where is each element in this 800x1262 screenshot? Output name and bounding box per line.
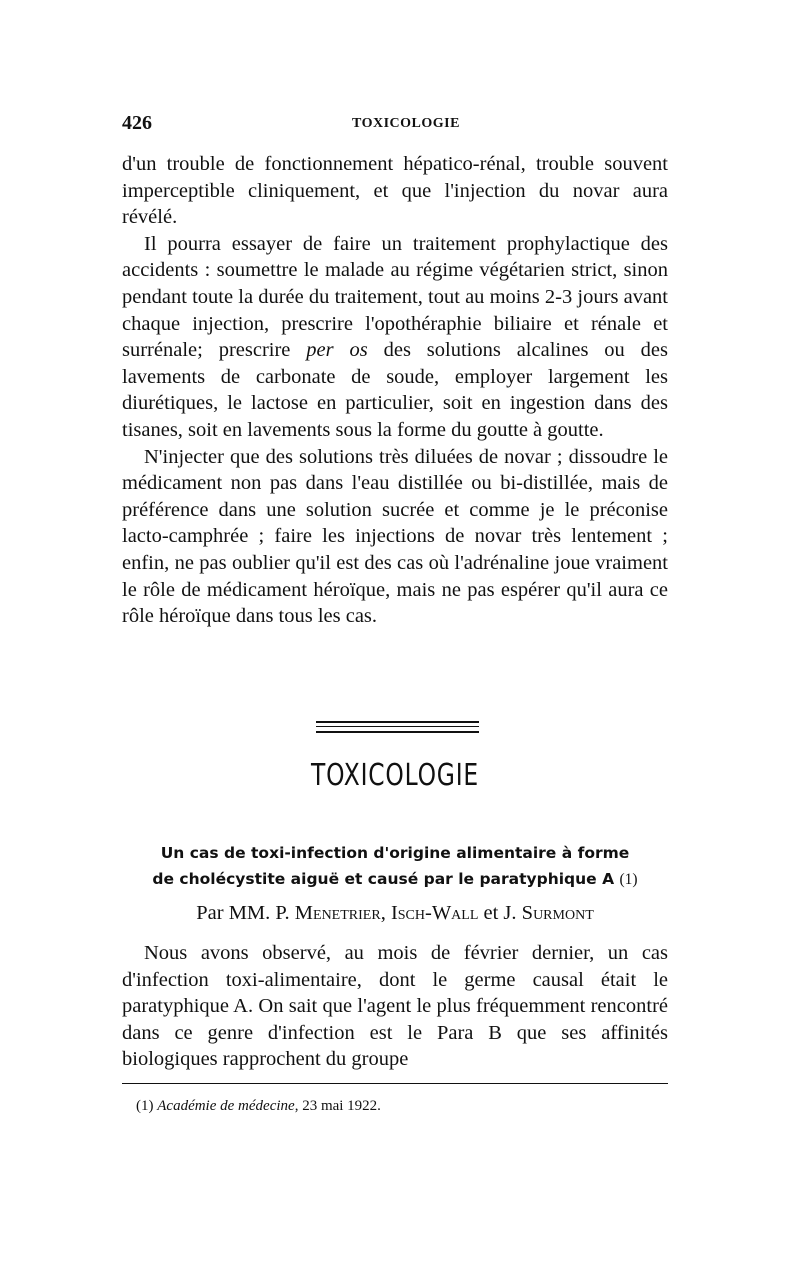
- article-title-line-2-text: de cholécystite aiguë et causé par le paratyphique A: [152, 870, 615, 888]
- article-title: [122, 840, 668, 893]
- running-head: [122, 112, 668, 142]
- article-title-line-2: [122, 866, 668, 893]
- author-menetrier: Menetrier: [294, 902, 381, 924]
- paragraph-prophylaxis: [122, 231, 668, 444]
- section-divider-middle: [316, 726, 479, 727]
- paragraph-observation: Nous avons observé, au mois de février dernier, un cas d'infection toxi-alimentaire, dont le germe causal était le paratyphique A. On sait que l'agent le plus fréquemment rencontré dans ce genre d'infection est le Para B que ses affinités biologiques rapprochent du groupe: [122, 942, 668, 1071]
- author-isch-wall: Isch-Wall: [390, 902, 479, 924]
- running-title: TOXICOLOGIE: [352, 116, 460, 131]
- article-title-line-1: Un cas de toxi-infection d'origine alimentaire à forme: [160, 844, 630, 862]
- footnote: [136, 1095, 668, 1117]
- footnote-reference: (1): [619, 871, 638, 888]
- section-divider-bottom: [316, 731, 479, 733]
- footnote-marker: (1): [136, 1098, 158, 1114]
- paragraph-prophylaxis-part-a: Il pourra essayer de faire un traitement prophylactique des accidents : soumettre le malade au régime végétarien strict, sinon pendant toute la durée du traitement, tout au moins 2-3 jours avant chaque injection, prescrire l'opothéraphie biliaire et rénale et surrénale; prescrire: [122, 232, 668, 362]
- paragraph-injection: N'injecter que des solutions très diluées de novar ; dissoudre le médicament non pas dans l'eau distillée ou bi-distillée, mais de préférence dans une solution sucrée et comme je le préconise lacto-camphrée ; faire les injections de novar très lentement ; enfin, ne pas oublier qu'il est des cas où l'adrénaline joue vraiment le rôle de médicament héroïque, mais ne pas espérer qu'il aura ce rôle héroïque dans tous les cas.: [122, 445, 668, 628]
- section-2-text: [122, 940, 668, 1073]
- footnote-source: Académie de médecine: [157, 1098, 295, 1114]
- per-os-italic: per os: [306, 339, 368, 362]
- footnote-rule: [122, 1083, 668, 1084]
- section-heading: TOXICOLOGIE: [311, 758, 479, 793]
- paragraph-continuation: d'un trouble de fonctionnement hépatico-rénal, trouble souvent imperceptible cliniquement, et que l'injection du novar aura révélé.: [122, 153, 668, 229]
- section-divider-top: [316, 721, 479, 723]
- authors-joiner: et J.: [478, 902, 522, 924]
- section-1-text: [122, 151, 668, 630]
- paragraph-prophylaxis-part-b: des solutions alcalines ou des lavements de carbonate de soude, employer largement les diurétiques, le lactose en particulier, soit en ingestion dans des tisanes, soit en lavements sous la forme du goutte à goutte.: [122, 339, 668, 441]
- authors-line: Par MM. P. Menetrier, Isch-Wall et J. Surmont: [196, 902, 594, 924]
- footnote-date: , 23 mai 1922.: [294, 1098, 381, 1114]
- authors-prefix: Par MM. P.: [196, 902, 295, 924]
- author-surmont: Surmont: [521, 902, 594, 924]
- page-number: 426: [122, 112, 152, 134]
